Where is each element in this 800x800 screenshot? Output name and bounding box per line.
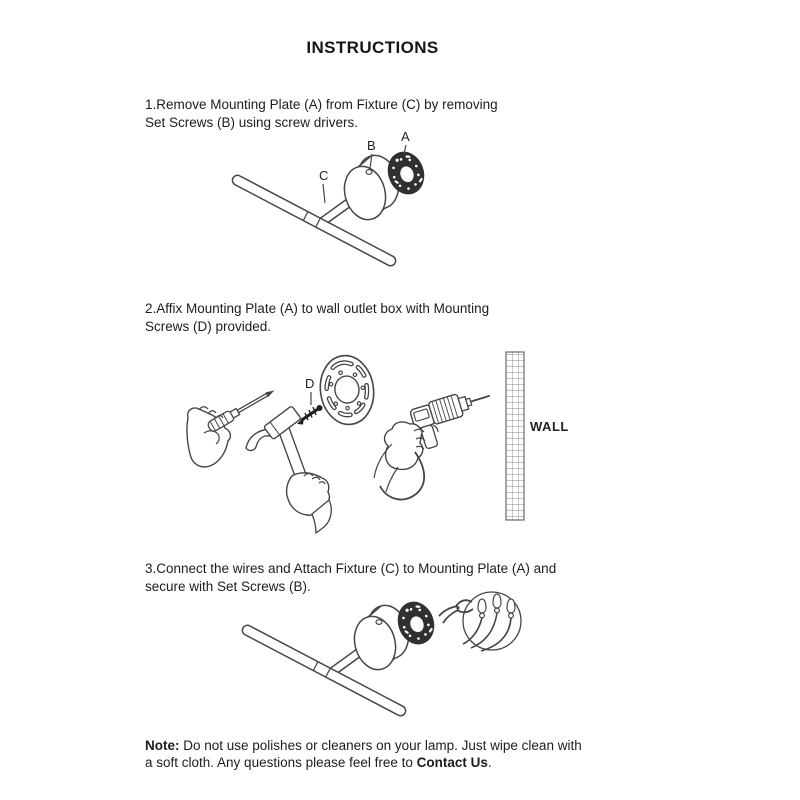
page-title: INSTRUCTIONS: [306, 38, 439, 57]
label-wall: WALL: [530, 419, 569, 434]
note-line-1: Note: Do not use polishes or cleaners on your lamp. Just wipe clean with: [145, 738, 582, 753]
contact-us-text: Contact Us: [416, 755, 488, 770]
hand-with-drill: [374, 385, 499, 500]
step-1-line-1: 1.Remove Mounting Plate (A) from Fixture (C) by removing: [145, 97, 498, 112]
mounting-screw-d: [297, 392, 323, 425]
wall-section: [506, 352, 524, 520]
step-1-diagram: [222, 126, 512, 286]
note-line-2: a soft cloth. Any questions please feel free to Contact Us.: [145, 755, 492, 770]
label-fixture-c: C: [319, 168, 329, 183]
hand-with-screwdriver: [187, 387, 275, 467]
step-2-line-1: 2.Affix Mounting Plate (A) to wall outlet box with Mounting: [145, 301, 490, 316]
label-mounting-screw-d: D: [305, 376, 315, 391]
mounting-plate-large: [316, 352, 378, 428]
care-note: [145, 737, 582, 771]
step-1-line-2: Set Screws (B) using screw drivers.: [145, 115, 359, 130]
label-set-screw-b: B: [367, 138, 376, 153]
drill-bit: [471, 396, 490, 402]
step-3-line-1: 3.Connect the wires and Attach Fixture (C) to Mounting Plate (A) and: [145, 561, 557, 576]
step-2-text: [145, 300, 489, 336]
note-label: Note:: [145, 738, 180, 753]
step-3-diagram: [225, 585, 545, 735]
label-mounting-plate-a: A: [401, 129, 410, 144]
step-2-diagram: [152, 336, 612, 554]
hand-with-hammer: [246, 406, 331, 533]
step-3-line-2: secure with Set Screws (B).: [145, 579, 311, 594]
wiring-detail: [439, 592, 521, 651]
step-2-line-2: Screws (D) provided.: [145, 319, 272, 334]
hammer-claw: [246, 429, 270, 451]
drill: [409, 385, 499, 451]
